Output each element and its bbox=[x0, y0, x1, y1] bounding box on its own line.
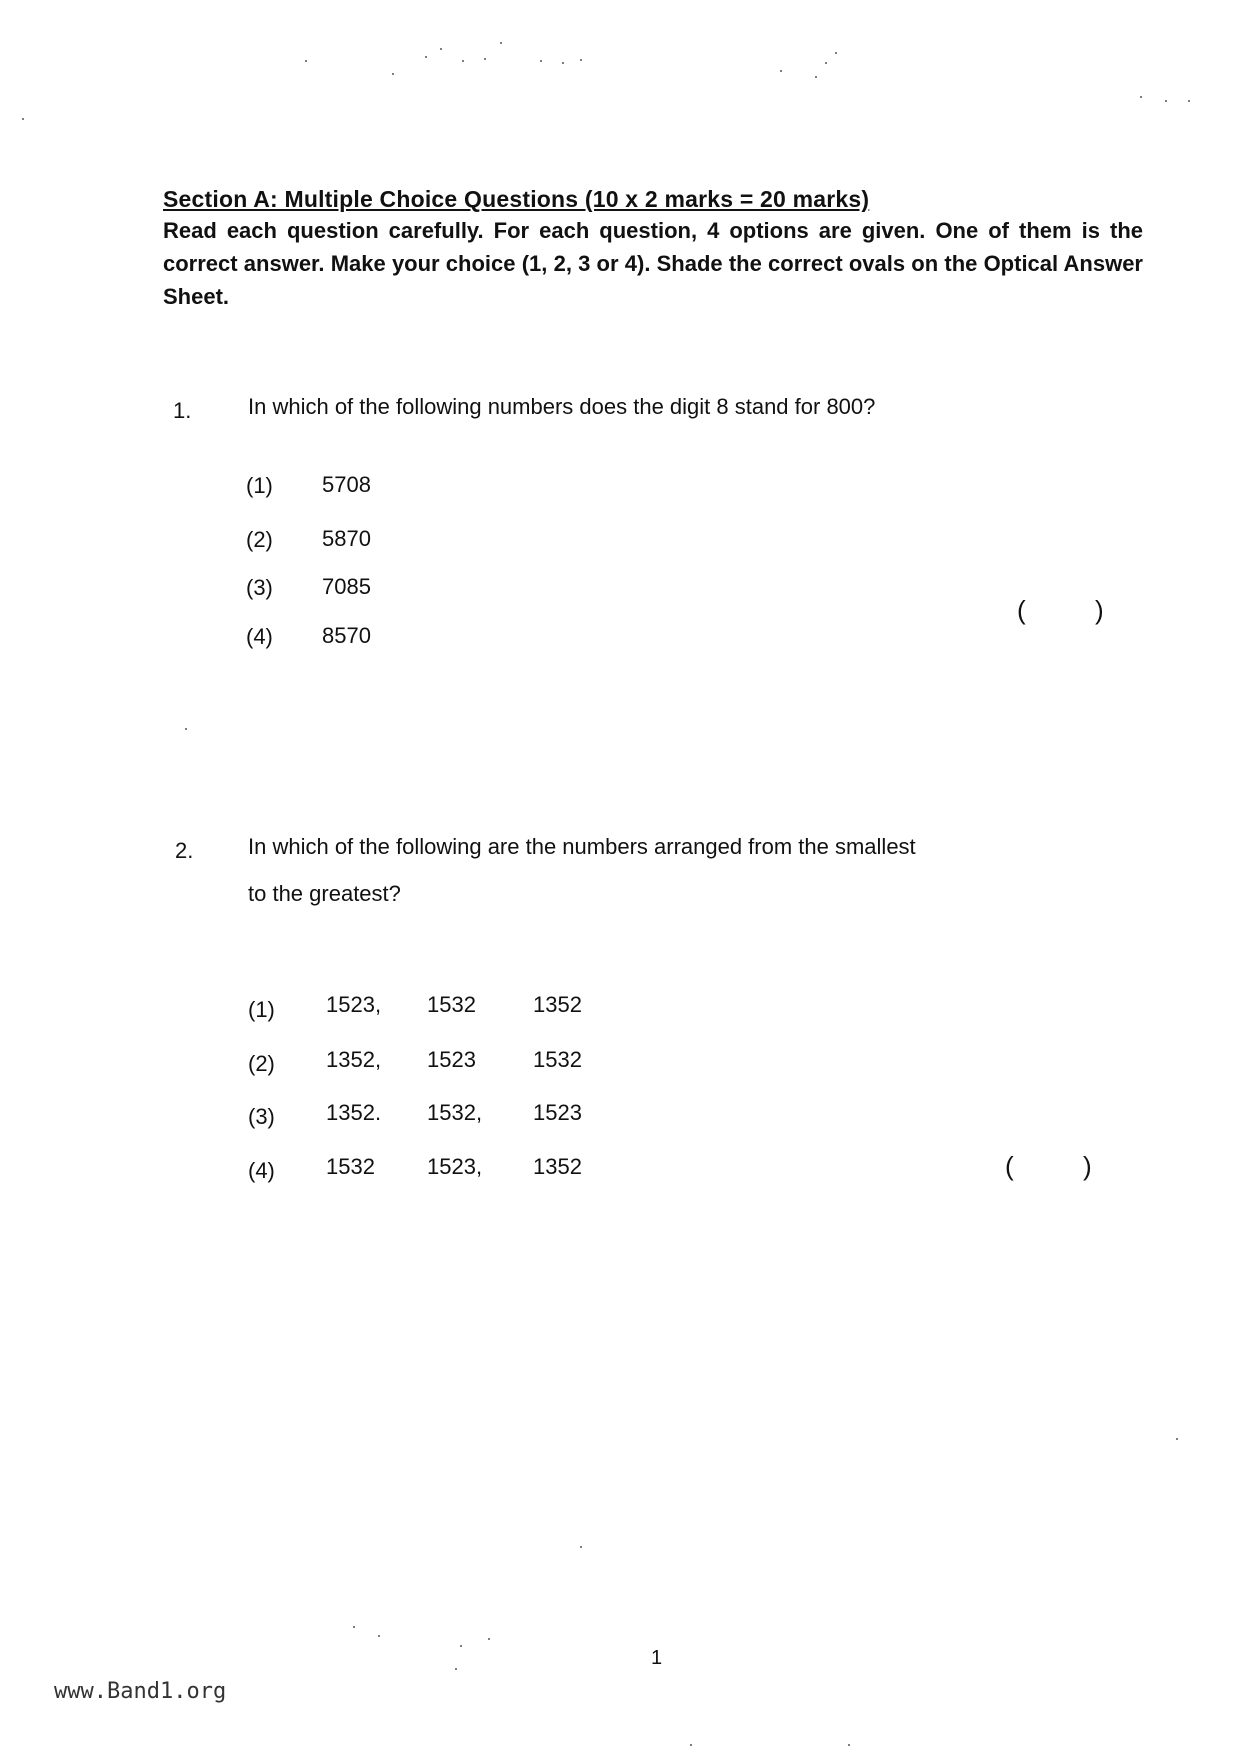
option-label: (2) bbox=[248, 1051, 275, 1076]
answer-bracket-open: ( bbox=[1017, 595, 1026, 625]
option-value: 1352 bbox=[533, 1154, 582, 1179]
answer-bracket-open: ( bbox=[1005, 1151, 1014, 1181]
option-label: (4) bbox=[248, 1158, 275, 1183]
option-value: 1523 bbox=[427, 1047, 476, 1072]
option-value: 5708 bbox=[322, 472, 371, 497]
option-value: 7085 bbox=[322, 574, 371, 599]
option-value: 1532 bbox=[533, 1047, 582, 1072]
option-value: 1523, bbox=[427, 1154, 483, 1179]
question-text: In which of the following numbers does the digit 8 stand for 800? bbox=[248, 394, 876, 419]
option-value: 1523 bbox=[533, 1100, 582, 1125]
answer-bracket-close: ) bbox=[1095, 595, 1104, 625]
option-value: 5870 bbox=[322, 526, 371, 551]
option-value: 1352 bbox=[533, 992, 582, 1017]
option-value: 8570 bbox=[322, 623, 371, 648]
option-label: (3) bbox=[246, 575, 273, 600]
option-value: 1532, bbox=[427, 1100, 483, 1125]
option-label: (1) bbox=[248, 997, 275, 1022]
question-number: 2. bbox=[175, 838, 194, 863]
option-value: 1532 bbox=[326, 1154, 375, 1179]
option-value: 1352, bbox=[326, 1047, 382, 1072]
section-heading: Section A: Multiple Choice Questions (10 x 2 marks = 20 marks) bbox=[163, 186, 870, 212]
page-number: 1 bbox=[651, 1647, 663, 1669]
option-label: (3) bbox=[248, 1104, 275, 1129]
answer-bracket-close: ) bbox=[1083, 1151, 1092, 1181]
option-label: (2) bbox=[246, 527, 273, 552]
option-label: (4) bbox=[246, 624, 273, 649]
question-text-line-2: to the greatest? bbox=[248, 881, 401, 906]
footer-url: www.Band1.org bbox=[54, 1679, 227, 1704]
question-text-line-1: In which of the following are the numbers arranged from the smallest bbox=[248, 834, 916, 859]
option-value: 1352. bbox=[326, 1100, 382, 1125]
section-instructions: Read each question carefully. For each question, 4 options are given. One of them is the correct answer. Make your choice (1, 2, 3 or 4). Shade the correct ovals on the Optical Answer Sheet. bbox=[163, 218, 1143, 309]
option-value: 1523, bbox=[326, 992, 382, 1017]
question-number: 1. bbox=[173, 398, 192, 423]
option-label: (1) bbox=[246, 473, 273, 498]
option-value: 1532 bbox=[427, 992, 476, 1017]
